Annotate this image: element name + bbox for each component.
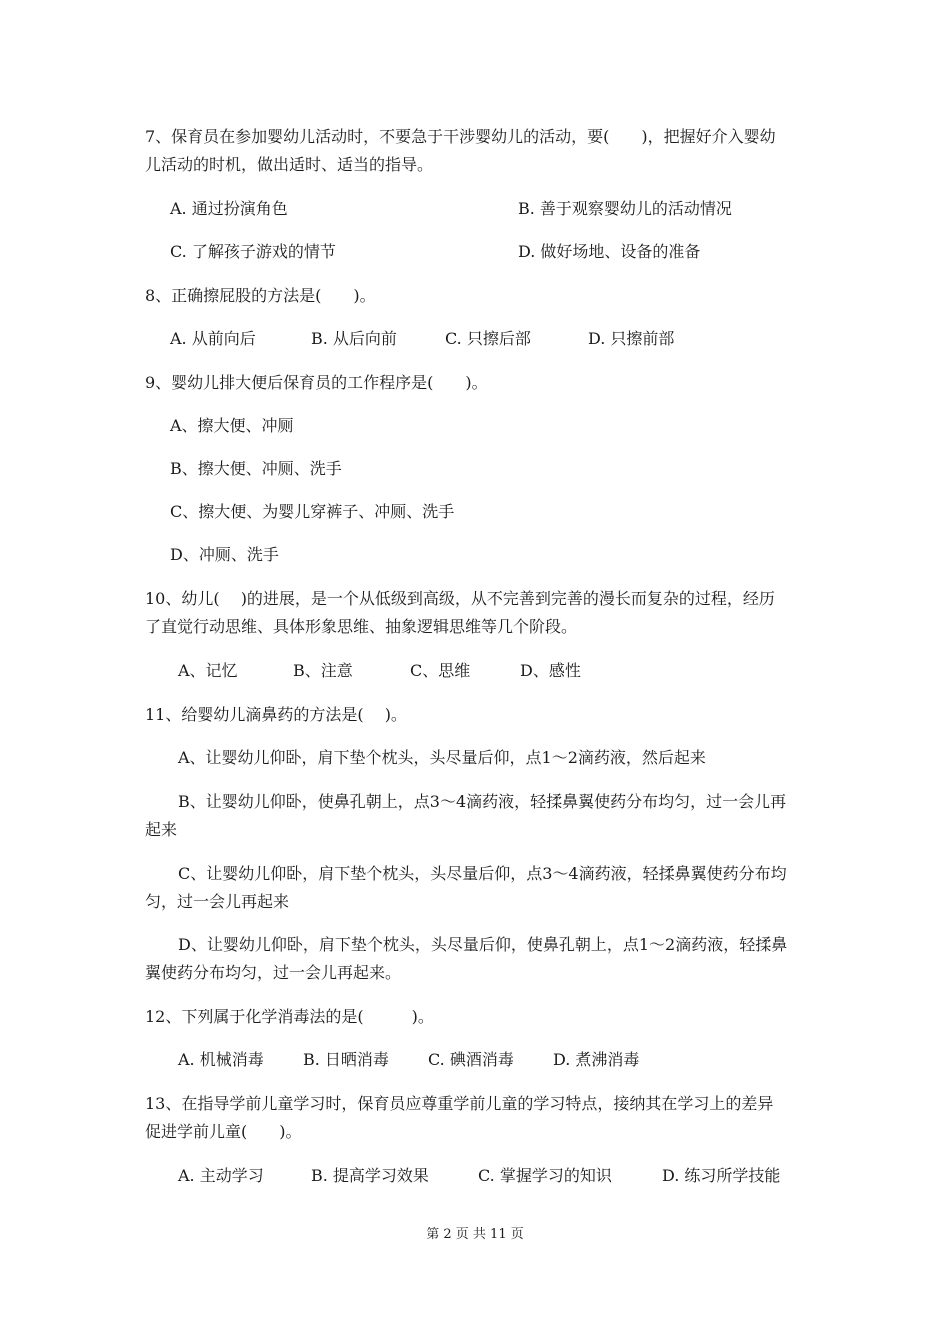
question-11-option-b-line-2: 起来 [145,820,178,839]
question-11-option-d-line-2: 翼使药分布均匀，过一会儿再起来。 [145,963,402,982]
question-10-option-c: C、思维 [410,661,471,680]
question-9-option-a: A、擦大便、冲厕 [170,416,294,435]
question-11-option-b-line-1: B、让婴幼儿仰卧，使鼻孔朝上，点3～4滴药液，轻揉鼻翼使药分布均匀，过一会儿再 [178,792,787,811]
question-13-stem-line-1: 13、在指导学前儿童学习时，保育员应尊重学前儿童的学习特点，接纳其在学习上的差异 [145,1094,774,1113]
question-9-option-b: B、擦大便、冲厕、洗手 [170,459,342,478]
question-8-option-a: A. 从前向后 [170,329,256,348]
question-13-option-b: B. 提高学习效果 [311,1166,429,1185]
question-13-option-d: D. 练习所学技能 [662,1166,781,1185]
question-12-stem: 12、下列属于化学消毒法的是( )。 [145,1007,434,1026]
question-7-option-d: D. 做好场地、设备的准备 [518,242,701,261]
question-8-option-b: B. 从后向前 [311,329,397,348]
question-7-option-b: B. 善于观察婴幼儿的活动情况 [518,199,732,218]
question-7-stem-line-1: 7、保育员在参加婴幼儿活动时，不要急于干涉婴幼儿的活动，要( )，把握好介入婴幼 [145,127,776,146]
question-12-option-c: C. 碘酒消毒 [428,1050,514,1069]
question-9-option-d: D、冲厕、洗手 [170,545,279,564]
question-12-option-d: D. 煮沸消毒 [553,1050,640,1069]
page-number-footer: 第 2 页 共 11 页 [426,1227,524,1242]
question-11-option-c-line-2: 匀，过一会儿再起来 [145,892,290,911]
question-11-option-d-line-1: D、让婴幼儿仰卧，肩下垫个枕头，头尽量后仰，使鼻孔朝上，点1～2滴药液，轻揉鼻 [178,935,788,954]
question-8-option-d: D. 只擦前部 [588,329,675,348]
question-12-option-b: B. 日晒消毒 [303,1050,389,1069]
question-8-option-c: C. 只擦后部 [445,329,531,348]
question-13-stem-line-2: 促进学前儿童( )。 [145,1122,302,1141]
question-10-option-b: B、注意 [293,661,353,680]
question-7-option-c: C. 了解孩子游戏的情节 [170,242,336,261]
question-13-option-a: A. 主动学习 [178,1166,264,1185]
question-13-option-c: C. 掌握学习的知识 [478,1166,612,1185]
question-8-stem: 8、正确擦屁股的方法是( )。 [145,286,376,305]
question-9-option-c: C、擦大便、为婴儿穿裤子、冲厕、洗手 [170,502,455,521]
question-11-option-a: A、让婴幼儿仰卧，肩下垫个枕头，头尽量后仰，点1～2滴药液，然后起来 [178,748,706,767]
question-10-option-d: D、感性 [520,661,581,680]
question-11-stem: 11、给婴幼儿滴鼻药的方法是( )。 [145,705,407,724]
question-9-stem: 9、婴幼儿排大便后保育员的工作程序是( )。 [145,373,488,392]
question-7-stem-line-2: 儿活动的时机，做出适时、适当的指导。 [145,155,434,174]
question-10-stem-line-2: 了直觉行动思维、具体形象思维、抽象逻辑思维等几个阶段。 [145,617,578,636]
question-7-option-a: A. 通过扮演角色 [170,199,288,218]
question-10-option-a: A、记忆 [178,661,238,680]
question-12-option-a: A. 机械消毒 [178,1050,264,1069]
question-10-stem-line-1: 10、幼儿( )的进展，是一个从低级到高级，从不完善到完善的漫长而复杂的过程，经历 [145,589,775,608]
question-11-option-c-line-1: C、让婴幼儿仰卧，肩下垫个枕头，头尽量后仰，点3～4滴药液，轻揉鼻翼使药分布均 [178,864,787,883]
